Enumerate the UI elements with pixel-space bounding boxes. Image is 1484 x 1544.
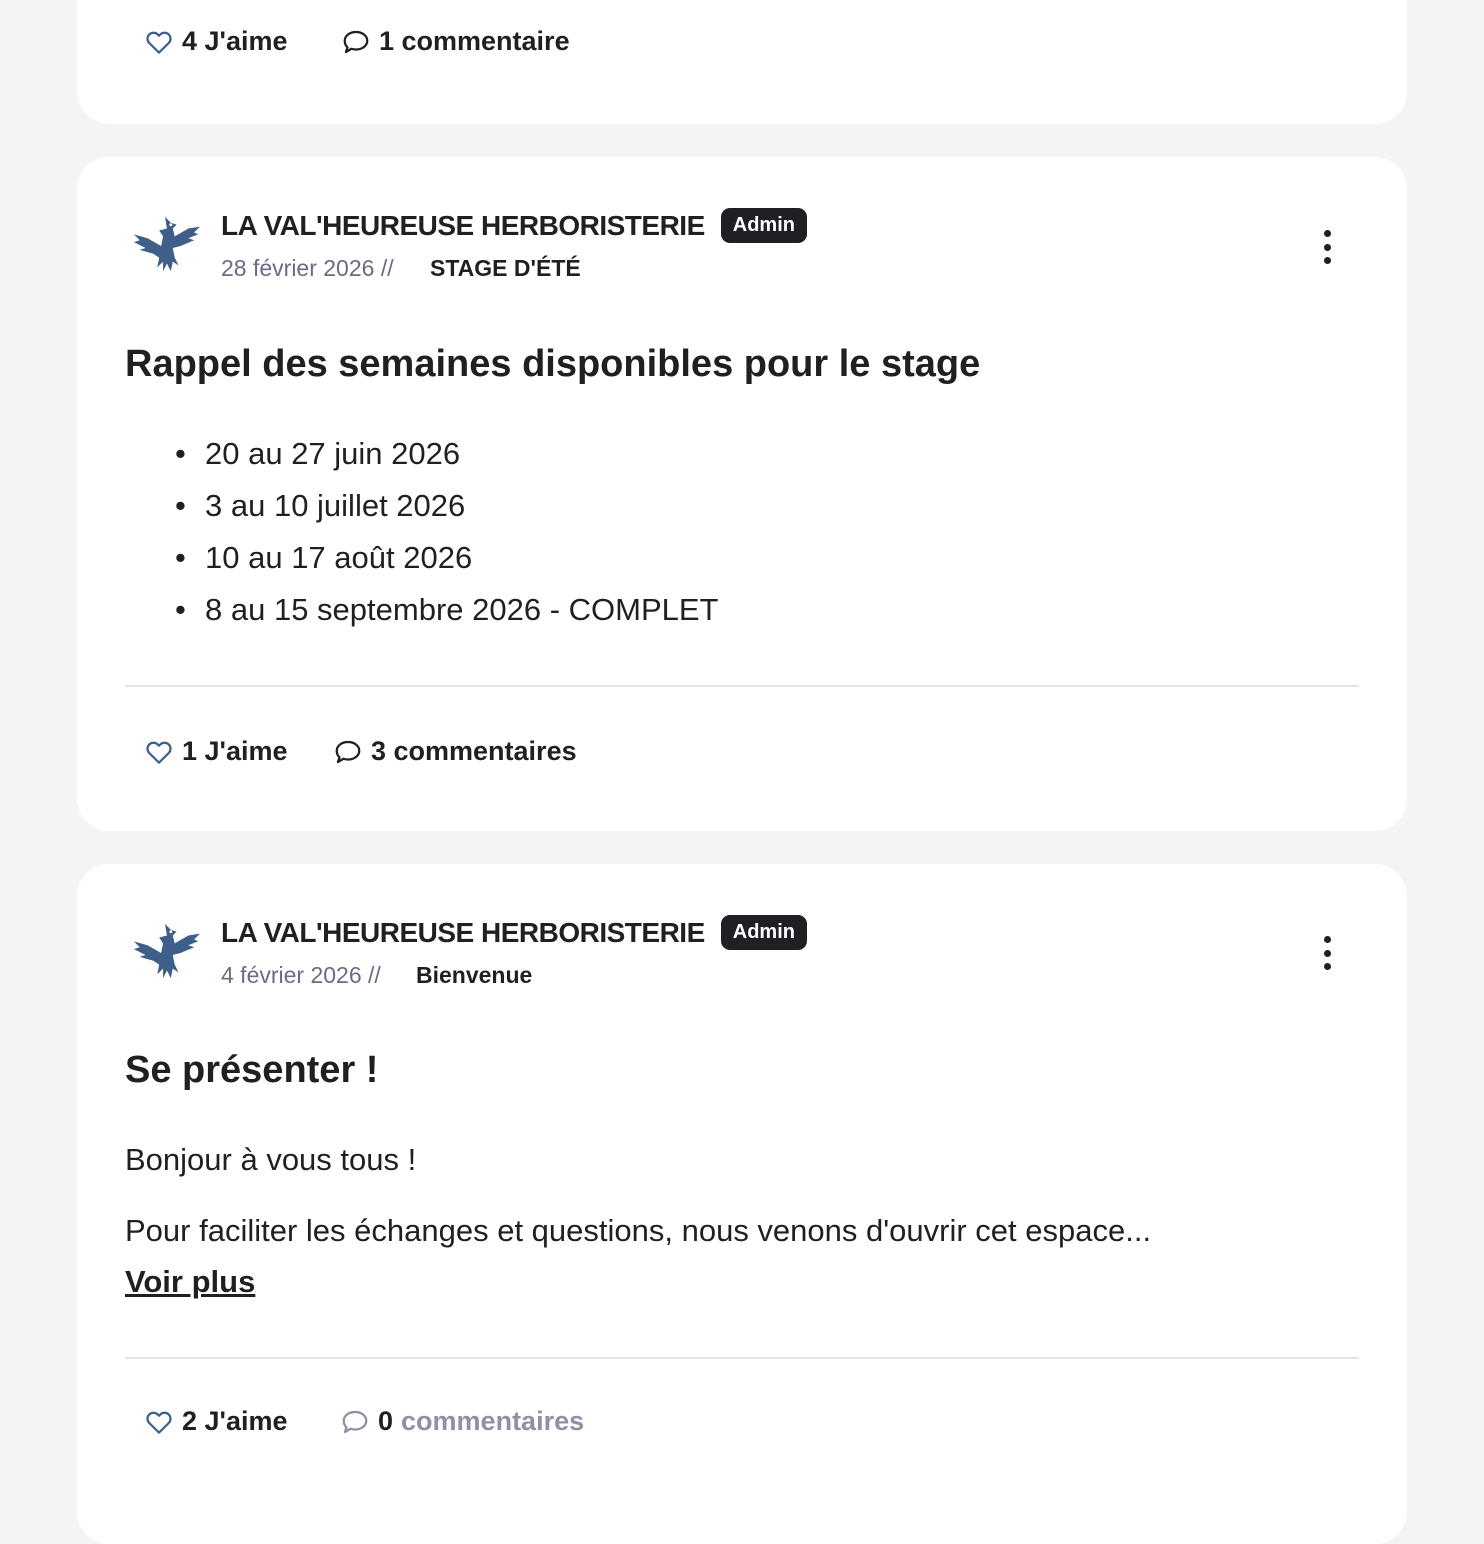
admin-badge: Admin — [721, 208, 807, 243]
divider — [125, 1357, 1359, 1359]
post-category[interactable]: Bienvenue — [416, 962, 533, 988]
list-item: • 10 au 17 août 2026 — [205, 540, 472, 576]
post-date: 28 février 2026 // — [221, 255, 394, 281]
author-row — [221, 915, 807, 950]
author-name[interactable]: LA VAL'HEUREUSE HERBORISTERIE — [221, 209, 705, 241]
like-count: 4 J'aime — [182, 26, 288, 56]
post-category[interactable]: STAGE D'ÉTÉ — [430, 255, 581, 281]
comment-count: 3 commentaires — [371, 736, 577, 766]
see-more-link[interactable]: Voir plus — [125, 1264, 256, 1299]
like-count: 2 J'aime — [182, 1406, 288, 1436]
like-button[interactable] — [144, 1406, 288, 1437]
author-avatar-bird-icon[interactable] — [126, 213, 204, 281]
more-options-icon[interactable] — [1317, 230, 1337, 264]
comment-count: 0 — [378, 1406, 394, 1436]
post-card-1 — [77, 0, 1407, 124]
author-avatar-bird-icon[interactable] — [126, 920, 204, 988]
post-paragraph: Pour faciliter les échanges et questions, nous venons d'ouvrir cet espace... — [125, 1213, 1152, 1248]
admin-badge: Admin — [721, 915, 807, 950]
heart-icon — [144, 27, 174, 57]
author-row — [221, 208, 807, 243]
comment-icon — [341, 27, 371, 57]
comment-icon — [340, 1407, 370, 1437]
list-item: • 20 au 27 juin 2026 — [205, 436, 460, 472]
post-paragraph: Bonjour à vous tous ! — [125, 1142, 417, 1177]
divider — [125, 685, 1359, 687]
comment-button[interactable] — [333, 736, 577, 767]
post-card-3 — [77, 864, 1407, 1544]
post-title[interactable]: Rappel des semaines disponibles pour le stage — [125, 343, 981, 385]
like-button[interactable] — [144, 26, 288, 57]
list-item: • 8 au 15 septembre 2026 - COMPLET — [205, 592, 718, 628]
comment-button[interactable] — [340, 1406, 584, 1437]
heart-icon — [144, 1407, 174, 1437]
list-item: • 3 au 10 juillet 2026 — [205, 488, 465, 524]
like-button[interactable] — [144, 736, 288, 767]
post-date: 4 février 2026 // — [221, 962, 381, 988]
post-title[interactable]: Se présenter ! — [125, 1049, 379, 1091]
like-count: 1 J'aime — [182, 736, 288, 766]
comment-icon — [333, 737, 363, 767]
author-name[interactable]: LA VAL'HEUREUSE HERBORISTERIE — [221, 916, 705, 948]
more-options-icon[interactable] — [1317, 936, 1337, 970]
comment-label: commentaires — [401, 1406, 585, 1436]
heart-icon — [144, 737, 174, 767]
comment-button[interactable] — [341, 26, 570, 57]
post-card-2 — [77, 157, 1407, 831]
comment-count: 1 commentaire — [379, 26, 570, 56]
